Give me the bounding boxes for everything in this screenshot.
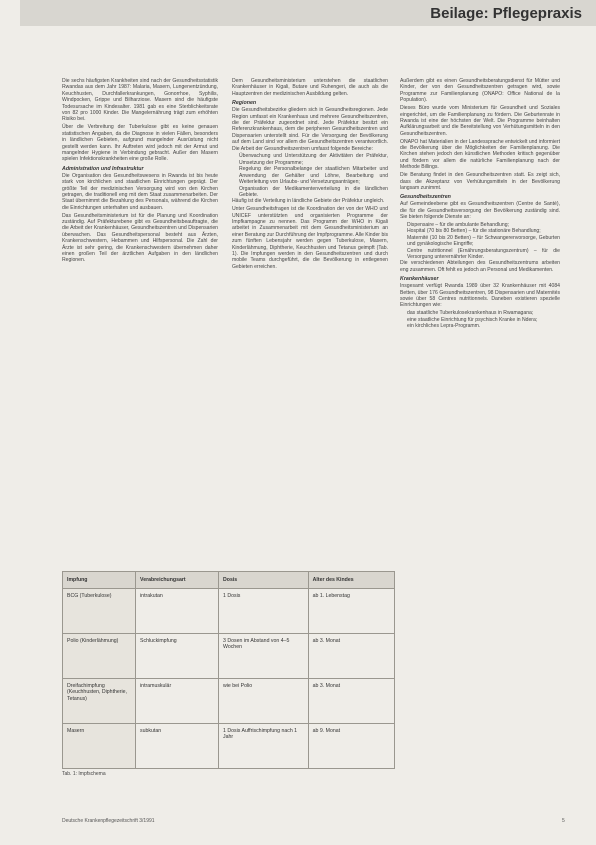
table-cell: 1 Dosis: [219, 589, 309, 634]
text-column-3: [400, 78, 560, 838]
table-cell: subkutan: [136, 724, 219, 769]
table-row: [63, 634, 395, 679]
table-cell: Dreifachimpfung (Keuchhusten, Diphtherie, Tetanus): [63, 679, 136, 724]
table-row: [63, 589, 395, 634]
column-header: Verabreichungsart: [136, 572, 219, 589]
table-header-row: [63, 572, 395, 589]
table-cell: wie bei Polio: [219, 679, 309, 724]
paragraph: Das Gesundheitsministerium ist für die Planung und Koordination zuständig. Auf Präfekturebene gibt es Gesundheitsbeauftragte, die die Arbeit der Krankenhäuser, Gesundheitszentren und Dispensarien überwachen. Das Gesundheitspersonal besteht aus Ärzten, Krankenschwestern, Hebammen und Hilfspersonal. Die Zahl der Ärzte ist sehr gering, die Krankenschwestern übernehmen daher einen großen Teil der ärztlichen Aufgaben in den ländlichen Regionen.: [62, 212, 218, 264]
vaccination-table-wrapper: [62, 571, 395, 777]
paragraph: Über die Verbreitung der Tuberkulose gibt es keine genauen statistischen Angaben, da die Diagnose in vielen Fällen, besonders in ländlichen Gebieten, aufgrund mangelnder Ausrüstung nicht gestellt werden kann. Ihr Auftreten wird jedoch mit der Armut und mangelnder Hygiene in Verbindung gebracht. Außer den Masern spielen Infektionskrankheiten eine große Rolle.: [62, 124, 218, 163]
subheading: Regionen: [232, 100, 257, 107]
text-column-1: [62, 78, 218, 563]
table-cell: Schluckimpfung: [136, 634, 219, 679]
table-cell: 1 Dosis Auffrischimpfung nach 1 Jahr: [219, 724, 309, 769]
table-row: [63, 679, 395, 724]
table-cell: Polio (Kinderlähmung): [63, 634, 136, 679]
paragraph: Die sechs häufigsten Krankheiten sind nach der Gesundheitsstatistik Rwandas aus dem Jahr 1987: Malaria, Masern, Lungenentzündung, Keuchhusten, Durchfallerkrankungen, Gonorrhoe, Syphilis, Windpocken, Grippe und Bilharziose. Masern sind die häufigste Todesursache im Kindesalter. 1981 gab es eine Sterblichkeitsrate von 82 pro 1000 Kinder. Die Mangelernährung trägt zum erhöhten Risiko bei.: [62, 78, 218, 123]
journal-footer: Deutsche Krankenpflegezeitschrift 3/1991: [62, 818, 155, 824]
table-cell: intrakutan: [136, 589, 219, 634]
bullet-list: [400, 310, 560, 329]
header-bar: [20, 0, 596, 26]
table-cell: 3 Dosen im Abstand von 4–5 Wochen: [219, 634, 309, 679]
list-item: • Regelung der Personalbelange der staatlichen Mitarbeiter und Anwendung der Gehälter und Löhne, Bearbeitung und Weiterleitung von Urlaubs- und Versetzungsanträgen;: [239, 166, 388, 185]
paragraph: Dieses Büro wurde vom Ministerium für Gesundheit und Soziales eingerichtet, um die Familienplanung zu fördern. Die Geburtenrate in Rwanda ist eine der höchsten der Welt. Die Programme beinhalten Aufklärungsarbeit und die Bereitstellung von Verhütungsmitteln in den Gesundheitszentren.: [400, 105, 560, 137]
table-cell: ab 9. Monat: [308, 724, 394, 769]
paragraph: Unter Gesundheitsfragen ist die Koordination der von der WHO und UNICEF unterstützten und organisierten Programme der Impfkampagne zu nennen. Das Programm der WHO in Kigali arbeitet in Zusammenarbeit mit dem Gesundheitsministerium an einer Beratung zur Durchführung der Impfprogramme. Alle Kinder bis zum fünften Lebensjahr werden gegen Tuberkulose, Masern, Kinderlähmung, Diphtherie, Keuchhusten und Tetanus geimpft (Tab. 1). Die Impfungen werden in den Gesundheitszentren und durch mobile Teams durchgeführt, die die Bevölkerung in entlegenen Gebieten erreichen.: [232, 206, 388, 270]
list-item: • Überwachung und Unterstützung der Aktivitäten der Präfektur, Umsetzung der Programme;: [239, 153, 388, 166]
table-cell: intramuskulär: [136, 679, 219, 724]
list-item: • Dispensaire – für die ambulante Behandlung;: [407, 222, 560, 228]
paragraph: Dem Gesundheitsministerium unterstehen die staatlichen Krankenhäuser in Kigali, Butare und Ruhengeri, die auch als die Hauptzentren der medizinischen Ausbildung gelten.: [232, 78, 388, 97]
paragraph: Die verschiedenen Abteilungen des Gesundheitszentrums arbeiten eng zusammen. Oft fehlt es jedoch an Personal und Medikamenten.: [400, 260, 560, 273]
page-number: 5: [562, 818, 565, 824]
subheading: Krankenhäuser: [400, 276, 439, 283]
subheading: Gesundheitszentren: [400, 194, 451, 201]
list-item: • Organisation der Medikamentenverteilung in die ländlichen Gebiete.: [239, 186, 388, 199]
column-header: Impfung: [63, 572, 136, 589]
paragraph: Die Beratung findet in den Gesundheitszentren statt. Es zeigt sich, dass die Akzeptanz von Verhütungsmitteln in der Bevölkerung langsam zunimmt.: [400, 172, 560, 191]
paragraph: Die Organisation des Gesundheitswesens in Rwanda ist bis heute stark von kirchlichen und staatlichen Einrichtungen geprägt. Der größte Teil der medizinischen Versorgung wird von den Kirchen getragen, die traditionell eng mit dem Staat zusammenarbeiten. Der Staat übernimmt die Bezahlung des Personals, während die Kirchen die Einrichtungen unterhalten und ausbauen.: [62, 172, 218, 211]
list-item: • Hospital (70 bis 80 Betten) – für die stationäre Behandlung;: [407, 228, 560, 234]
table-caption: Tab. 1: Impfschema: [62, 771, 106, 777]
table-cell: Masern: [63, 724, 136, 769]
paragraph: Die Gesundheitsbezirke gliedern sich in Gesundheitsregionen. Jede Region umfasst ein Krankenhaus und mehrere Gesundheitszentren, die der Präfektur zugeordnet sind. Jede Präfektur besitzt ein Referenzkrankenhaus, dem die peripheren Gesundheitszentren und Dispensarien unterstellt sind. Für die Versorgung der Bevölkerung auf dem Land sind vor allem die Gesundheitszentren verantwortlich. Die Arbeit der Gesundheitszentren umfasst folgende Bereiche:: [232, 107, 388, 152]
paragraph: Häufig ist die Verteilung in ländliche Gebiete der Präfektur ungleich.: [232, 198, 385, 205]
subheading: Administration und Infrastruktur: [62, 165, 144, 172]
text-column-2: [232, 78, 388, 578]
column-header: Dosis: [219, 572, 309, 589]
list-item: • Centre nutritionnel (Ernährungsberatungszentrum) – für die Versorgung unterernährter Kinder.: [407, 248, 560, 261]
paragraph: ONAPO hat Materialien in der Landessprache entwickelt und informiert die Bevölkerung über die Möglichkeiten der Familienplanung. Die Kirchen stehen jedoch den künstlichen Methoden kritisch gegenüber und fördern vor allem die natürliche Familienplanung nach der Methode Billings.: [400, 138, 560, 171]
list-item: • das staatliche Tuberkulosekrankenhaus in Rwamagana;: [407, 310, 560, 316]
table-row: [63, 724, 395, 769]
list-item: • Maternité (10 bis 20 Betten) – für Schwangerenvorsorge, Geburten und gynäkologische Eingriffe;: [407, 235, 560, 248]
section-title: Beilage: Pflegepraxis: [430, 5, 582, 22]
column-header: Alter des Kindes: [308, 572, 394, 589]
table-cell: ab 1. Lebenstag: [308, 589, 394, 634]
list-item: • ein kirchliches Lepra-Programm.: [407, 323, 560, 329]
bullet-list: [400, 222, 560, 260]
paragraph: Insgesamt verfügt Rwanda 1989 über 32 Krankenhäuser mit 4084 Betten, über 176 Gesundheitszentren, 98 Dispensarien und Maternités sowie über 58 Centres nutritionnels. Daneben existieren spezielle Einrichtungen wie:: [400, 283, 560, 309]
table-cell: ab 3. Monat: [308, 634, 394, 679]
list-item: • eine staatliche Einrichtung für psychisch Kranke in Ndera;: [407, 317, 560, 323]
paragraph: Außerdem gibt es einen Gesundheitsberatungsdienst für Mütter und Kinder, der von den Gesundheitszentren getragen wird, sowie Programme zur Familienplanung (ONAPO: Office National de la Population).: [400, 78, 560, 104]
paragraph: Auf Gemeindeebene gibt es Gesundheitszentren (Centre de Santé), die für die Gesundheitsversorgung der Bevölkerung zuständig sind. Sie bieten folgende Dienste an:: [400, 201, 560, 221]
table-cell: ab 3. Monat: [308, 679, 394, 724]
bullet-list: [232, 153, 388, 198]
table-cell: BCG (Tuberkulose): [63, 589, 136, 634]
vaccination-table: [62, 571, 395, 769]
